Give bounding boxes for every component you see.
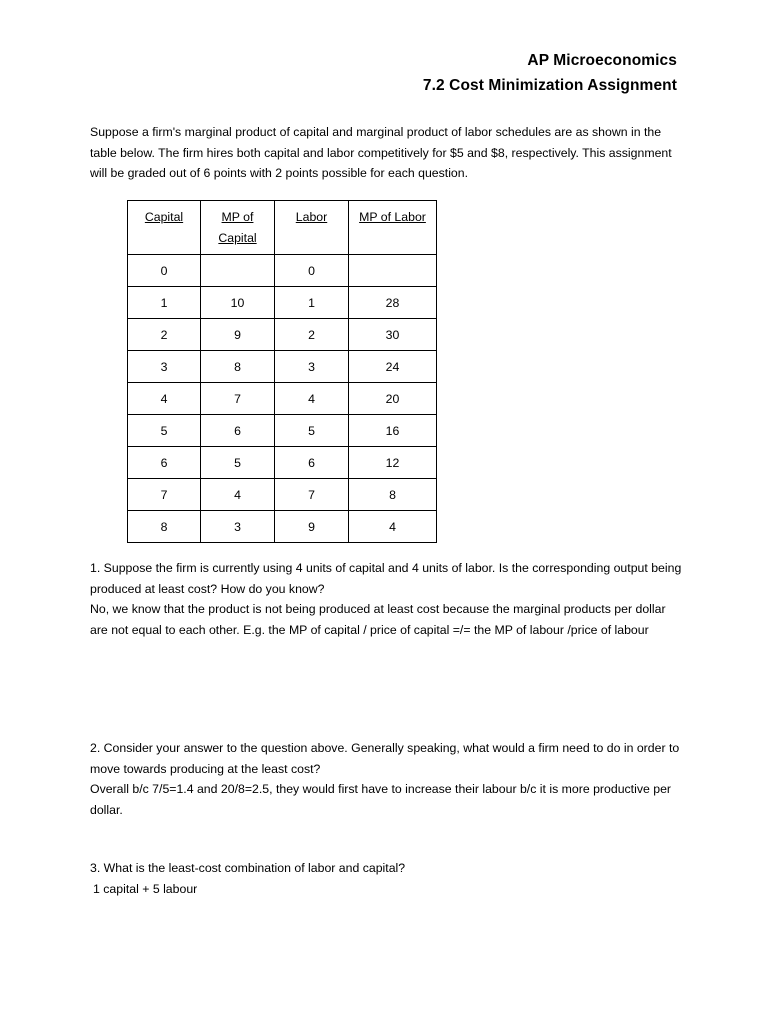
cell-mp-capital: 6 <box>201 415 275 447</box>
cell-mp-labor: 12 <box>349 447 437 479</box>
question-text: 1. Suppose the firm is currently using 4 units of capital and 4 units of labor. Is the corresponding output being produced at least cost? How do you know? <box>90 561 682 596</box>
cell-capital: 6 <box>128 447 201 479</box>
answer-text: No, we know that the product is not being produced at least cost because the marginal products per dollar are not equal to each other. E.g. the MP of capital / price of capital =/= the MP of labour /price of labour <box>90 602 666 637</box>
cell-capital: 2 <box>128 319 201 351</box>
cell-capital: 7 <box>128 479 201 511</box>
intro-paragraph: Suppose a firm's marginal product of capital and marginal product of labor schedules are as shown in the table below. The firm hires both capital and labor competitively for $5 and $8, respectively. This assignment will be graded out of 6 points with 2 points possible for each question. <box>90 125 672 180</box>
question-text: 2. Consider your answer to the question above. Generally speaking, what would a firm need to do in order to move towards producing at the least cost? <box>90 741 680 776</box>
cell-capital: 1 <box>128 287 201 319</box>
header-mp-capital: MP of Capital <box>201 201 275 255</box>
cell-labor: 6 <box>275 447 349 479</box>
table-row <box>128 383 437 415</box>
header-mp-labor: MP of Labor <box>349 201 437 255</box>
cell-mp-capital: 10 <box>201 287 275 319</box>
table-row <box>128 255 437 287</box>
marginal-product-table <box>127 200 437 543</box>
cell-mp-labor: 24 <box>349 351 437 383</box>
cell-mp-capital: 9 <box>201 319 275 351</box>
cell-mp-labor: 4 <box>349 511 437 543</box>
course-title: AP Microeconomics <box>527 52 677 69</box>
header-labor: Labor <box>275 201 349 255</box>
cell-mp-labor: 30 <box>349 319 437 351</box>
cell-labor: 1 <box>275 287 349 319</box>
table-row <box>128 351 437 383</box>
cell-labor: 5 <box>275 415 349 447</box>
table-row <box>128 287 437 319</box>
table-header-row <box>128 201 437 255</box>
table-row <box>128 447 437 479</box>
table-row <box>128 511 437 543</box>
table-row <box>128 415 437 447</box>
table-row <box>128 319 437 351</box>
cell-mp-capital: 3 <box>201 511 275 543</box>
cell-labor: 4 <box>275 383 349 415</box>
question-block-2 <box>90 738 685 820</box>
cell-capital: 0 <box>128 255 201 287</box>
cell-mp-labor: 28 <box>349 287 437 319</box>
cell-mp-capital: 5 <box>201 447 275 479</box>
cell-mp-capital <box>201 255 275 287</box>
question-block-3 <box>90 858 685 899</box>
cell-mp-labor: 16 <box>349 415 437 447</box>
table-row <box>128 479 437 511</box>
cell-mp-capital: 4 <box>201 479 275 511</box>
cell-mp-labor <box>349 255 437 287</box>
cell-labor: 9 <box>275 511 349 543</box>
cell-capital: 4 <box>128 383 201 415</box>
cell-labor: 3 <box>275 351 349 383</box>
question-text: 3. What is the least-cost combination of labor and capital? <box>90 861 406 875</box>
cell-labor: 2 <box>275 319 349 351</box>
assignment-title: 7.2 Cost Minimization Assignment <box>422 77 677 94</box>
cell-mp-capital: 8 <box>201 351 275 383</box>
document-header <box>423 48 677 98</box>
cell-capital: 8 <box>128 511 201 543</box>
answer-text: 1 capital + 5 labour <box>93 881 198 896</box>
answer-text: Overall b/c 7/5=1.4 and 20/8=2.5, they would first have to increase their labour b/c it is more productive per dollar. <box>90 782 672 817</box>
cell-mp-capital: 7 <box>201 383 275 415</box>
cell-capital: 5 <box>128 415 201 447</box>
cell-labor: 7 <box>275 479 349 511</box>
question-block-1 <box>90 558 685 640</box>
header-capital: Capital <box>128 201 201 255</box>
cell-labor: 0 <box>275 255 349 287</box>
cell-mp-labor: 20 <box>349 383 437 415</box>
cell-mp-labor: 8 <box>349 479 437 511</box>
cell-capital: 3 <box>128 351 201 383</box>
